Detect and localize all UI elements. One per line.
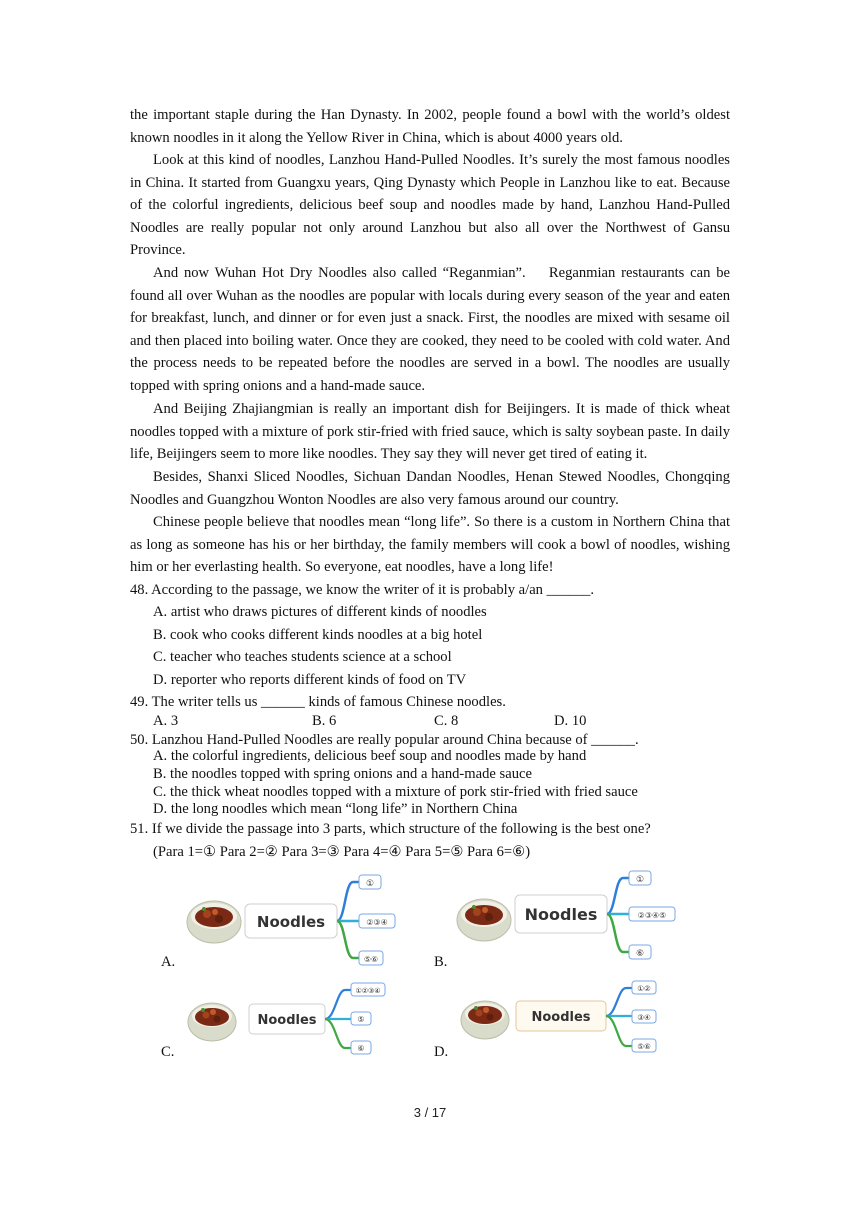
passage-paragraph-2: Look at this kind of noodles, Lanzhou Hand-Pulled Noodles. It’s surely the most famous noodles in China. It started from Guangxu years, Qing Dynasty which People in Lanzhou like to eat. Because of the colorful ingredients, delicious beef soup and noodles made by hand, Lanzhou Hand-Pulled Noodles are really popular not only around Lanzhou but also all over the Northwest of Gansu Province. — [130, 152, 730, 259]
mindmap-b-branch-3: ⑥ — [635, 949, 645, 959]
option-b-label: B. — [434, 954, 448, 970]
noodle-bowl-icon — [461, 1001, 509, 1039]
mindmap-c-branch-3: ⑥ — [357, 1044, 365, 1053]
option-d-label: D. — [434, 1044, 449, 1060]
mindmap-option-a — [185, 872, 425, 973]
mindmap-c-branch-2: ⑤ — [357, 1015, 365, 1024]
page-number: 3 / 17 — [413, 1105, 447, 1120]
passage-paragraph-3: And now Wuhan Hot Dry Noodles also called “Reganmian”. Reganmian restaurants can be found all over Wuhan as the noodles are popular with locals during every season of the year and eaten for breakfast, lunch, and dinner or for even just a snack. First, the noodles are mixed with sesame oil and then placed into boiling water. Once they are cooked, they need to be cooled with cold water. And the process needs to be repeated before the noodles are served in a bowl. The noodles are usually topped with spring onions and a hand-made sauce. — [130, 265, 730, 394]
mindmap-b-center: Noodles — [524, 905, 598, 924]
question-51-stem: 51. If we divide the passage into 3 parts, which structure of the following is the best one? — [130, 821, 651, 837]
option-c-label: C. — [161, 1044, 175, 1060]
question-51-paragraph-key: (Para 1=① Para 2=② Para 3=③ Para 4=④ Para 5=⑤ Para 6=⑥) — [153, 844, 531, 860]
mindmap-d-center: Noodles — [531, 1010, 591, 1025]
question-49-option-b: B. 6 — [312, 713, 337, 729]
noodle-bowl-icon — [188, 1003, 236, 1041]
mindmap-c-branch-1: ①②③④ — [355, 987, 381, 995]
question-49-stem: 49. The writer tells us ______ kinds of famous Chinese noodles. — [130, 694, 506, 710]
noodle-bowl-icon — [457, 899, 511, 941]
question-50-option-a: A. the colorful ingredients, delicious beef soup and noodles made by hand — [153, 748, 587, 764]
passage-paragraph-6: Chinese people believe that noodles mean “long life”. So there is a custom in Northern China that as long as someone has his or her birthday, the family members will cook a bowl of noodles, wishing him or her everlasting health. So everyone, eat noodles, have a long life! — [130, 514, 730, 576]
question-49-option-a: A. 3 — [153, 713, 179, 729]
question-48-option-d: D. reporter who reports different kinds of food on TV — [153, 672, 467, 688]
mindmap-d-branch-3: ⑤⑥ — [637, 1042, 651, 1051]
passage-paragraph-1: the important staple during the Han Dynasty. In 2002, people found a bowl with the world’s oldest known noodles in it along the Yellow River in China, which is about 4000 years old. — [130, 107, 730, 146]
mindmap-b-branch-2: ②③④⑤ — [637, 911, 667, 920]
mindmap-a-branch-1: ① — [365, 879, 375, 889]
question-49-option-d: D. 10 — [554, 713, 587, 729]
mindmap-a-center: Noodles — [256, 913, 326, 931]
mindmap-b-branch-1: ① — [635, 875, 645, 885]
passage-paragraph-5: Besides, Shanxi Sliced Noodles, Sichuan Dandan Noodles, Henan Stewed Noodles, Chongqing Noodles and Guangzhou Wonton Noodles are also very famous around our country. — [130, 469, 730, 508]
mindmap-option-b — [455, 866, 695, 971]
mindmap-d-branch-1: ①② — [637, 984, 651, 993]
question-48-option-b: B. cook who cooks different kinds noodles at a big hotel — [153, 627, 483, 643]
mindmap-option-c — [185, 978, 425, 1065]
option-a-label: A. — [161, 954, 176, 970]
mindmap-c-center: Noodles — [257, 1013, 317, 1028]
mindmap-a-branch-2: ②③④ — [366, 918, 388, 927]
mindmap-a-branch-3: ⑤⑥ — [363, 955, 379, 964]
mindmap-d-branch-2: ③④ — [637, 1013, 651, 1022]
question-48-option-c: C. teacher who teaches students science at a school — [153, 649, 452, 665]
question-48-option-a: A. artist who draws pictures of different kinds of noodles — [153, 604, 487, 620]
question-50-option-b: B. the noodles topped with spring onions and a hand-made sauce — [153, 766, 532, 782]
passage-paragraph-4: And Beijing Zhajiangmian is really an important dish for Beijingers. It is made of thick wheat noodles topped with a mixture of pork stir-fried with fried sauce, which is salty soybean paste. In daily life, Beijingers seem to more like noodles. They say they will never get tired of eating it. — [130, 401, 730, 463]
question-50-option-c: C. the thick wheat noodles topped with a mixture of pork stir-fried with fried sauce — [153, 784, 638, 800]
question-50-option-d: D. the long noodles which mean “long life” in Northern China — [153, 801, 518, 817]
question-48-stem: 48. According to the passage, we know the writer of it is probably a/an ______. — [130, 582, 595, 598]
mindmap-option-d — [458, 976, 698, 1065]
noodle-bowl-icon — [187, 901, 241, 943]
question-49-option-c: C. 8 — [434, 713, 459, 729]
question-50-stem: 50. Lanzhou Hand-Pulled Noodles are really popular around China because of ______. — [130, 732, 639, 748]
